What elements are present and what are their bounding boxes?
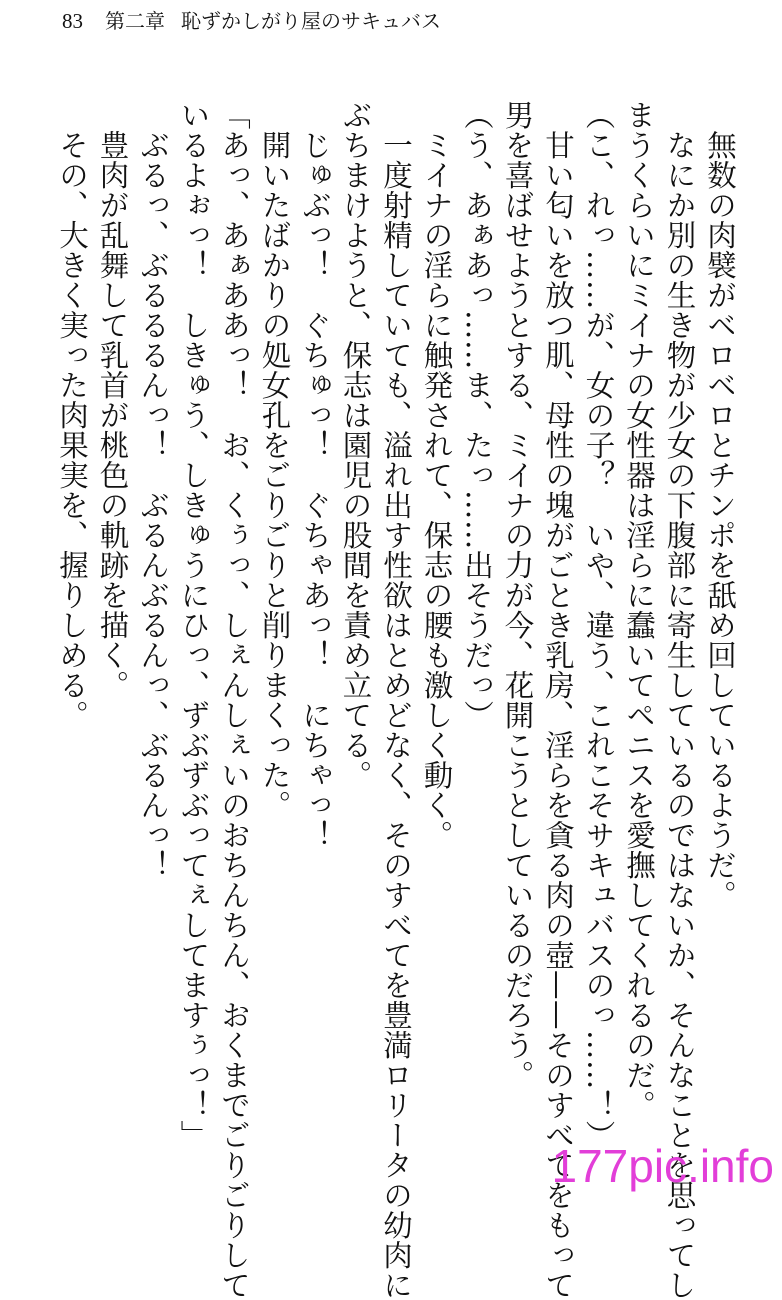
text-line: （こ、れっ……が、女の子？ いや、違う、これこそサキュバスのっ……！） bbox=[581, 100, 616, 1150]
page-number: 83 bbox=[62, 9, 83, 33]
text-line: ぶちまけようと、保志は園児の股間を責め立てる。 bbox=[338, 100, 373, 790]
text-line: 男を喜ばせようとする、ミイナの力が今、花開こうとしているのだろう。 bbox=[500, 100, 535, 1090]
text-line: いるよぉっ！ しきゅう、しきゅうにひっ、ずぶずぶってぇしてますぅっ！」 bbox=[176, 100, 211, 1150]
text-line: （う、あぁあっ……ま、たっ……出そうだっ） bbox=[460, 100, 494, 730]
text-line: 開いたばかりの処女孔をごりごりと削りまくった。 bbox=[257, 100, 292, 820]
text-line: 豊肉が乱舞して乳首が桃色の軌跡を描く。 bbox=[95, 100, 130, 700]
text-line: ミイナの淫らに触発されて、保志の腰も激しく動く。 bbox=[419, 100, 454, 850]
text-line: その、大きく実った肉果実を、握りしめる。 bbox=[55, 100, 89, 730]
chapter-label: 第二章 bbox=[105, 9, 165, 33]
text-line: なにか別の生き物が少女の下腹部に寄生しているのではないか、そんなことを思ってし bbox=[662, 100, 697, 1300]
text-line: じゅぶっ！ ぐちゅっ！ ぐちゃあっ！ にちゃっ！ bbox=[298, 100, 332, 850]
text-line: まうくらいにミイナの女性器は淫らに蠢いてペニスを愛撫してくれるのだ。 bbox=[622, 100, 656, 1120]
chapter-title: 恥ずかしがり屋のサキュバス bbox=[181, 9, 441, 33]
text-line: 無数の肉襞がベロベロとチンポを舐め回しているようだ。 bbox=[703, 100, 737, 910]
page-header bbox=[62, 6, 441, 36]
watermark: 177pic.info bbox=[551, 1140, 774, 1192]
text-line: ぶるっ、ぶるるるんっ！ ぶるんぶるんっ、ぶるんっ！ bbox=[136, 100, 170, 880]
text-line: 甘い匂いを放つ肌、母性の塊がごとき乳房、淫らを貪る肉の壺——そのすべてをもって bbox=[541, 100, 575, 1300]
text-line: 一度射精していても、溢れ出す性欲はとめどなく、そのすべてを豊満ロリータの幼肉に bbox=[379, 100, 413, 1300]
text-line: 「あっ、あぁああっ！ お、くぅっ、しぇんしぇいのおちんちん、おくまでごりごりして bbox=[217, 100, 251, 1300]
